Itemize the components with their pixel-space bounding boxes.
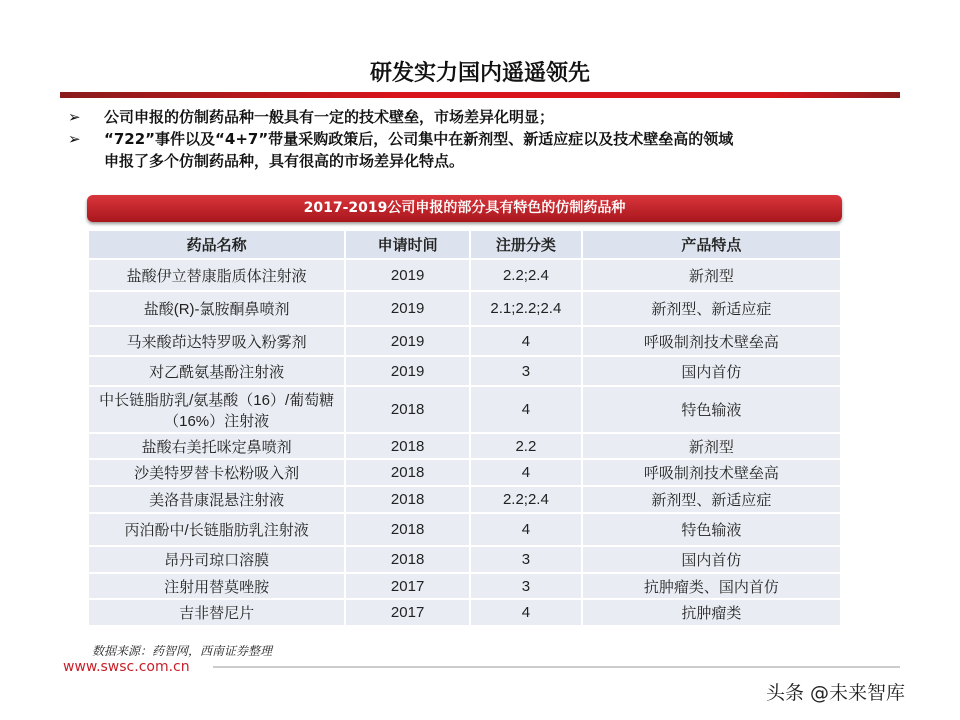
header-cell: 注册分类 <box>470 230 582 259</box>
table-cell: 3 <box>470 573 582 599</box>
table-row <box>88 259 841 291</box>
table-row <box>88 356 841 386</box>
table-row <box>88 433 841 459</box>
table-cell: 马来酸茚达特罗吸入粉雾剂 <box>88 326 345 356</box>
table-row <box>88 386 841 433</box>
table-cell: 4 <box>470 459 582 486</box>
footer-divider <box>213 666 900 668</box>
table-cell: 2017 <box>345 573 470 599</box>
table-cell: 2018 <box>345 546 470 573</box>
table-cell: 呼吸制剂技术壁垒高 <box>582 459 841 486</box>
table-cell: 2018 <box>345 386 470 433</box>
table-cell: 2018 <box>345 486 470 513</box>
data-source-note: 数据来源：药智网，西南证券整理 <box>92 644 273 658</box>
table-cell: 抗肿瘤类、国内首仿 <box>582 573 841 599</box>
table-title: 2017-2019公司申报的部分具有特色的仿制药品种 <box>87 195 842 222</box>
bullet-text-continued: 申报了多个仿制药品种，具有很高的市场差异化特点。 <box>104 152 465 170</box>
table-cell: 2019 <box>345 259 470 291</box>
table-cell: 2018 <box>345 433 470 459</box>
bullet-item <box>68 106 908 128</box>
bullet-list <box>68 106 908 172</box>
table-cell: 呼吸制剂技术壁垒高 <box>582 326 841 356</box>
table-cell: 特色输液 <box>582 513 841 546</box>
table-cell: 新剂型 <box>582 259 841 291</box>
table-cell: 抗肿瘤类 <box>582 599 841 626</box>
table-cell: 2019 <box>345 291 470 326</box>
arrow-bullet-icon: ➢ <box>68 130 81 148</box>
table-cell: 盐酸伊立替康脂质体注射液 <box>88 259 345 291</box>
table-header-row <box>88 230 841 259</box>
table-cell: 昂丹司琼口溶膜 <box>88 546 345 573</box>
table-cell: 2.2;2.4 <box>470 259 582 291</box>
table-cell: 注射用替莫唑胺 <box>88 573 345 599</box>
table-cell: 吉非替尼片 <box>88 599 345 626</box>
table-cell: 2.2;2.4 <box>470 486 582 513</box>
table-cell: 2.1;2.2;2.4 <box>470 291 582 326</box>
drug-table <box>87 229 842 627</box>
header-cell: 申请时间 <box>345 230 470 259</box>
table-row <box>88 486 841 513</box>
table-row <box>88 513 841 546</box>
table-cell: 新剂型、新适应症 <box>582 291 841 326</box>
table-cell: 2.2 <box>470 433 582 459</box>
table-cell: 特色输液 <box>582 386 841 433</box>
website-link[interactable]: www.swsc.com.cn <box>63 659 190 675</box>
table-cell: 新剂型、新适应症 <box>582 486 841 513</box>
table-cell: 沙美特罗替卡松粉吸入剂 <box>88 459 345 486</box>
table-row <box>88 459 841 486</box>
table-cell: 4 <box>470 386 582 433</box>
table-cell: 对乙酰氨基酚注射液 <box>88 356 345 386</box>
table-cell: 3 <box>470 356 582 386</box>
title-divider <box>60 92 900 98</box>
watermark: 头条 @未来智库 <box>766 682 906 704</box>
table-cell: 丙泊酚中/长链脂肪乳注射液 <box>88 513 345 546</box>
table-cell: 3 <box>470 546 582 573</box>
table-cell: 2019 <box>345 326 470 356</box>
table-row <box>88 546 841 573</box>
bullet-item <box>68 128 908 150</box>
table-cell: 2019 <box>345 356 470 386</box>
table-row <box>88 326 841 356</box>
table-cell: 2018 <box>345 513 470 546</box>
header-cell: 药品名称 <box>88 230 345 259</box>
table-cell: 中长链脂肪乳/氨基酸（16）/葡萄糖（16%）注射液 <box>88 386 345 433</box>
table-cell: 新剂型 <box>582 433 841 459</box>
table-cell: 盐酸右美托咪定鼻喷剂 <box>88 433 345 459</box>
table-row <box>88 291 841 326</box>
bullet-text: “722”事件以及“4+7”带量采购政策后，公司集中在新剂型、新适应症以及技术壁垒高的领域 <box>104 130 734 148</box>
table-cell: 国内首仿 <box>582 356 841 386</box>
table-cell: 4 <box>470 599 582 626</box>
table-cell: 2017 <box>345 599 470 626</box>
table-cell: 4 <box>470 513 582 546</box>
arrow-bullet-icon: ➢ <box>68 108 81 126</box>
table-cell: 国内首仿 <box>582 546 841 573</box>
table-cell: 美洛昔康混悬注射液 <box>88 486 345 513</box>
table-cell: 2018 <box>345 459 470 486</box>
bullet-text: 公司申报的仿制药品种一般具有一定的技术壁垒，市场差异化明显； <box>104 108 555 126</box>
table-row <box>88 573 841 599</box>
table-row <box>88 599 841 626</box>
header-cell: 产品特点 <box>582 230 841 259</box>
table-cell: 盐酸(R)-氯胺酮鼻喷剂 <box>88 291 345 326</box>
table-cell: 4 <box>470 326 582 356</box>
page-title: 研发实力国内遥遥领先 <box>369 61 590 86</box>
